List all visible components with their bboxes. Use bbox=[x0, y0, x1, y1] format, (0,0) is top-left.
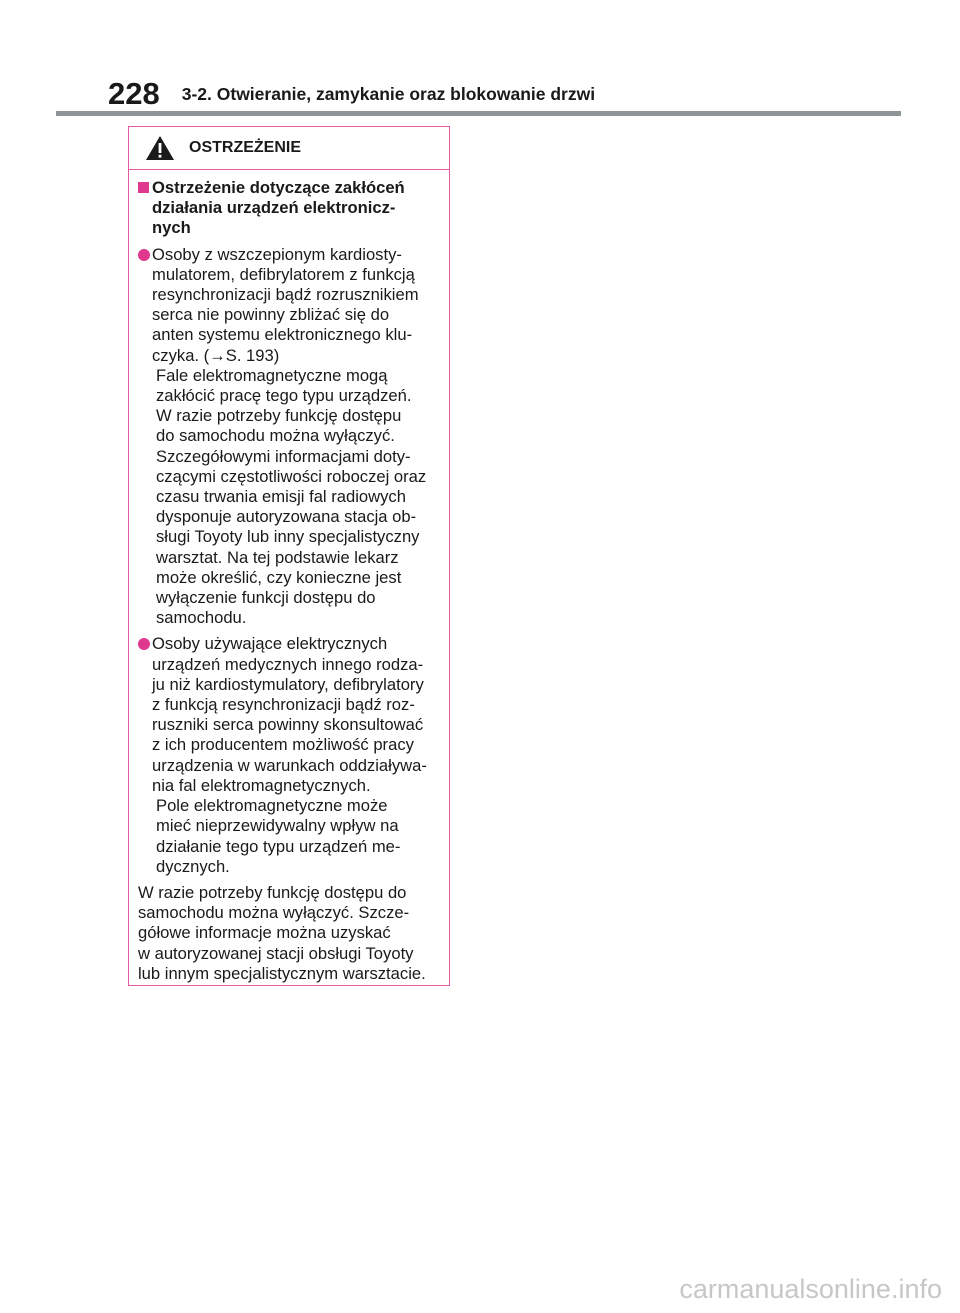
text-line: Osoby używające elektrycznych bbox=[152, 634, 388, 654]
section-heading bbox=[138, 178, 445, 239]
sub-paragraph bbox=[152, 796, 445, 877]
warning-triangle-icon bbox=[145, 135, 175, 161]
text-line: w autoryzowanej stacji obsługi Toyoty bbox=[138, 943, 414, 963]
warning-header bbox=[129, 127, 449, 170]
square-bullet-icon bbox=[138, 182, 149, 193]
text-line: Osoby z wszczepionym kardiosty- bbox=[152, 244, 402, 264]
text-line: dycznych. bbox=[156, 856, 230, 876]
text-line: działanie tego typu urządzeń me- bbox=[156, 836, 401, 856]
list-item-text bbox=[152, 634, 445, 876]
text-line: Pole elektromagnetyczne może bbox=[156, 796, 388, 816]
text-line: czącymi częstotliwości roboczej oraz bbox=[156, 466, 427, 486]
text-line: mulatorem, defibrylatorem z funkcją bbox=[152, 264, 415, 284]
text-line: Fale elektromagnetyczne mogą bbox=[156, 365, 388, 385]
text-line: serca nie powinny zbliżać się do bbox=[152, 305, 390, 325]
heading-line: nych bbox=[152, 218, 191, 238]
header-rule bbox=[56, 111, 901, 116]
text-line: czasu trwania emisji fal radiowych bbox=[156, 487, 406, 507]
text-line: samochodu można wyłączyć. Szcze- bbox=[138, 903, 410, 923]
text-line: urządzenia w warunkach oddziaływa- bbox=[152, 755, 427, 775]
text-line: urządzeń medycznych innego rodza- bbox=[152, 654, 424, 674]
text-line: lub innym specjalistycznym warsztacie. bbox=[138, 963, 426, 983]
sub-paragraph bbox=[152, 366, 445, 629]
heading-line: Ostrzeżenie dotyczące zakłóceń bbox=[152, 178, 405, 197]
round-bullet-icon bbox=[138, 638, 150, 650]
text-line: do samochodu można wyłączyć. bbox=[156, 426, 395, 446]
watermark: carmanualsonline.info bbox=[679, 1274, 942, 1304]
warning-title: OSTRZEŻENIE bbox=[189, 139, 302, 156]
text-line: dysponuje autoryzowana stacja ob- bbox=[156, 507, 417, 527]
round-bullet-icon bbox=[138, 249, 150, 261]
page-reference-link[interactable]: czyka. (→S. 193) bbox=[152, 345, 280, 365]
list-item-text bbox=[152, 245, 445, 629]
closing-paragraph bbox=[138, 883, 445, 984]
text-line: Szczegółowymi informacjami doty- bbox=[156, 446, 411, 466]
text-line: samochodu. bbox=[156, 608, 247, 628]
text-line: sługi Toyoty lub inny specjalistyczny bbox=[156, 527, 420, 547]
text-line: mieć nieprzewidywalny wpływ na bbox=[156, 816, 399, 836]
text-line: W razie potrzeby funkcję dostępu do bbox=[138, 882, 407, 902]
text-line: ruszniki serca powinny skonsultować bbox=[152, 715, 424, 735]
text-line: ju niż kardiostymulatory, defibrylatory bbox=[152, 674, 424, 694]
list-item bbox=[138, 245, 445, 629]
text-line: gółowe informacje można uzyskać bbox=[138, 923, 391, 943]
list-item bbox=[138, 634, 445, 876]
text-line: wyłączenie funkcji dostępu do bbox=[156, 588, 376, 608]
text-line: zakłócić pracę tego typu urządzeń. bbox=[156, 386, 412, 406]
text-line: resynchronizacji bądź rozrusznikiem bbox=[152, 285, 419, 305]
text-line: W razie potrzeby funkcję dostępu bbox=[156, 406, 402, 426]
section-heading-text bbox=[152, 178, 445, 239]
page-number: 228 bbox=[108, 76, 160, 111]
text-line: z funkcją resynchronizacji bądź roz- bbox=[152, 695, 415, 715]
text-line: z ich producentem możliwość pracy bbox=[152, 735, 414, 755]
chapter-title: 3-2. Otwieranie, zamykanie oraz blokowanie drzwi bbox=[181, 83, 596, 104]
text-line: anten systemu elektronicznego klu- bbox=[152, 325, 413, 345]
warning-box bbox=[128, 126, 450, 986]
text-line: może określić, czy konieczne jest bbox=[156, 567, 402, 587]
text-line: warsztat. Na tej podstawie lekarz bbox=[156, 547, 399, 567]
heading-line: działania urządzeń elektronicz- bbox=[152, 198, 396, 218]
page-header bbox=[108, 74, 595, 114]
text-line: nia fal elektromagnetycznych. bbox=[152, 775, 371, 795]
warning-body bbox=[129, 170, 449, 984]
